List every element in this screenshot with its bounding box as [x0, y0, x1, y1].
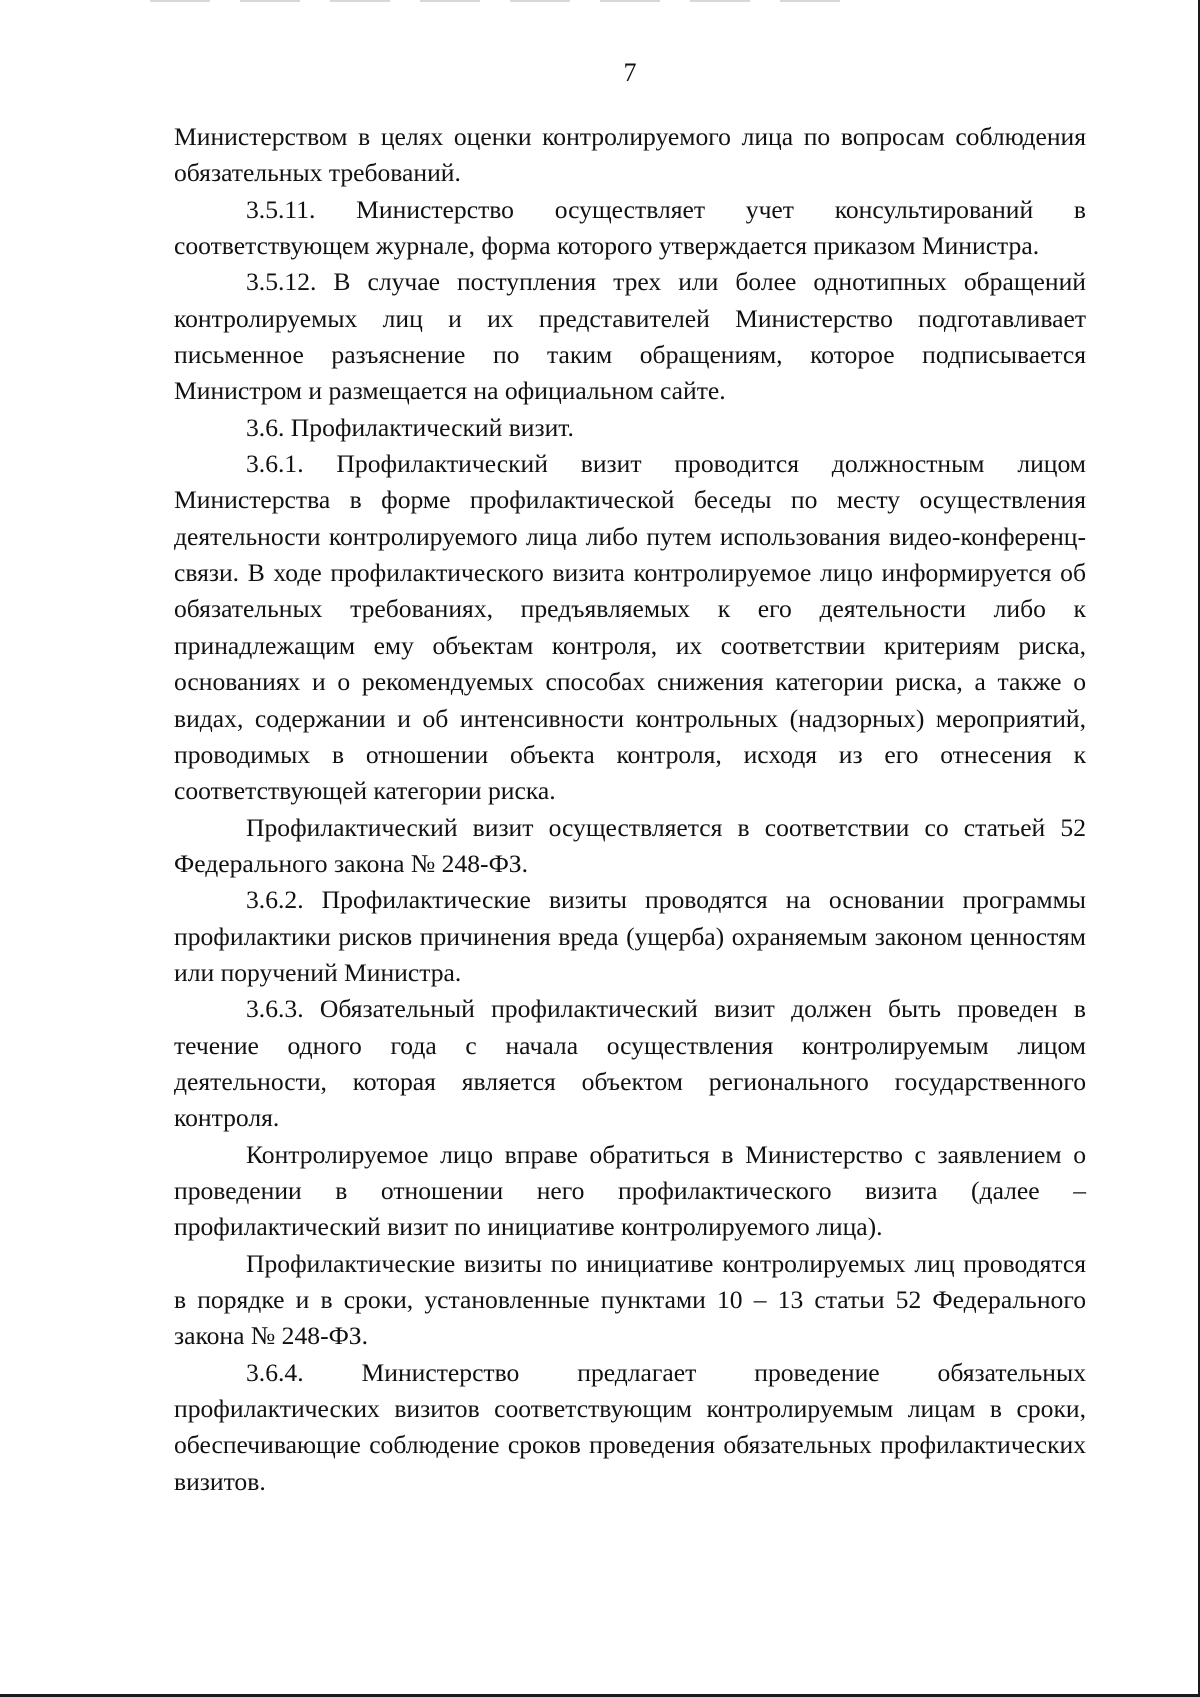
- paragraph: Профилактический визит осуществляется в соответствии со статьей 52 Федерального закона № 248-ФЗ.: [174, 812, 1086, 878]
- document-body: [174, 119, 1086, 1500]
- paragraph: 3.6.4. Министерство предлагает проведение обязательных профилактических визитов соответствующим контролируемым лицам в сроки, обеспечивающие соблюдение сроков проведения обязательных профилактических визитов.: [174, 1357, 1086, 1496]
- paragraph: 3.5.12. В случае поступления трех или более однотипных обращений контролируемых лиц и их представителей Министерство подготавливает письменное разъяснение по таким обращениям, которое подписывается Министром и размещается на официальном сайте.: [174, 267, 1086, 406]
- scan-artifact-top: [150, 0, 850, 2]
- paragraph: 3.6.1. Профилактический визит проводится должностным лицом Министерства в форме профилактической беседы по месту осуществления деятельности контролируемого лица либо путем использования видео-конференц-связи. В ходе профилактического визита контролируемое лицо информируется об обязательных требованиях, предъявляемых к его деятельности либо к принадлежащим ему объектам контроля, их соответствии критериям риска, основаниях и о рекомендуемых способах снижения категории риска, а также о видах, содержании и об интенсивности контрольных (надзорных) мероприятий, проводимых в отношении объекта контроля, исходя из его отнесения к соответствующей категории риска.: [174, 449, 1086, 806]
- paragraph: 3.6.2. Профилактические визиты проводятся на основании программы профилактики рисков причинения вреда (ущерба) охраняемым законом ценностям или поручений Министра.: [174, 885, 1086, 987]
- page-number: 7: [623, 58, 637, 87]
- section-heading: 3.6. Профилактический визит.: [246, 412, 574, 442]
- paragraph: Контролируемое лицо вправе обратиться в Министерство с заявлением о проведении в отношении него профилактического визита (далее – профилактический визит по инициативе контролируемого лица).: [174, 1139, 1086, 1242]
- paragraph: 3.6.3. Обязательный профилактический визит должен быть проведен в течение одного года с начала осуществления контролируемым лицом деятельности, которая является объектом регионального государственного контроля.: [174, 994, 1086, 1133]
- paragraph: Министерством в целях оценки контролируемого лица по вопросам соблюдения обязательных требований.: [174, 122, 1086, 188]
- paragraph: Профилактические визиты по инициативе контролируемых лиц проводятся в порядке и в сроки, установленные пунктами 10 – 13 статьи 52 Федерального закона № 248-ФЗ.: [174, 1248, 1086, 1351]
- paragraph: 3.5.11. Министерство осуществляет учет консультирований в соответствующем журнале, форма которого утверждается приказом Министра.: [174, 194, 1086, 261]
